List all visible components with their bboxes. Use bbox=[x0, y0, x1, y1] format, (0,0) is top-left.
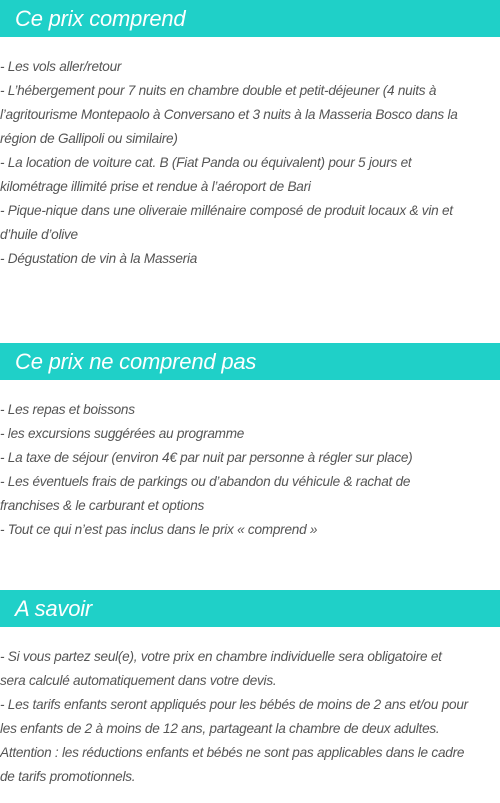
text-line: sera calculé automatiquement dans votre devis. bbox=[0, 673, 277, 688]
text-line: - La location de voiture cat. B (Fiat Panda ou équivalent) pour 5 jours et bbox=[0, 155, 412, 170]
section-body bbox=[0, 398, 500, 542]
text-line: - Les repas et boissons bbox=[0, 402, 135, 417]
text-line: franchises & le carburant et options bbox=[0, 498, 205, 513]
section-price-includes bbox=[0, 0, 500, 271]
text-line: - Les tarifs enfants seront appliqués pour les bébés de moins de 2 ans et/ou pour bbox=[0, 697, 468, 712]
text-line: d’huile d’olive bbox=[0, 227, 78, 242]
section-title: Ce prix ne comprend pas bbox=[0, 343, 500, 380]
text-line: l’agritourisme Montepaolo à Conversano et 3 nuits à la Masseria Bosco dans la bbox=[0, 107, 458, 122]
text-line: - Les vols aller/retour bbox=[0, 59, 122, 74]
text-line: les enfants de 2 à moins de 12 ans, partageant la chambre de deux adultes. bbox=[0, 721, 440, 736]
text-line: kilométrage illimité prise et rendue à l’aéroport de Bari bbox=[0, 179, 311, 194]
text-line: - Dégustation de vin à la Masseria bbox=[0, 251, 198, 266]
section-price-excludes bbox=[0, 343, 500, 542]
text-line: - Si vous partez seul(e), votre prix en chambre individuelle sera obligatoire et bbox=[0, 649, 442, 664]
section-title: Ce prix comprend bbox=[0, 0, 500, 37]
text-line: - Pique-nique dans une oliveraie millénaire composé de produit locaux & vin et bbox=[0, 203, 453, 218]
text-line: Attention : les réductions enfants et bébés ne sont pas applicables dans le cadre bbox=[0, 745, 465, 760]
section-body bbox=[0, 645, 500, 789]
text-line: de tarifs promotionnels. bbox=[0, 769, 136, 784]
text-line: - L’hébergement pour 7 nuits en chambre double et petit-déjeuner (4 nuits à bbox=[0, 83, 437, 98]
section-good-to-know bbox=[0, 590, 500, 789]
section-body bbox=[0, 55, 500, 271]
section-title: A savoir bbox=[0, 590, 500, 627]
text-line: - Tout ce qui n’est pas inclus dans le prix « comprend » bbox=[0, 522, 318, 537]
text-line: - les excursions suggérées au programme bbox=[0, 426, 245, 441]
text-line: - La taxe de séjour (environ 4€ par nuit par personne à régler sur place) bbox=[0, 450, 413, 465]
text-line: région de Gallipoli ou similaire) bbox=[0, 131, 178, 146]
text-line: - Les éventuels frais de parkings ou d’abandon du véhicule & rachat de bbox=[0, 474, 411, 489]
